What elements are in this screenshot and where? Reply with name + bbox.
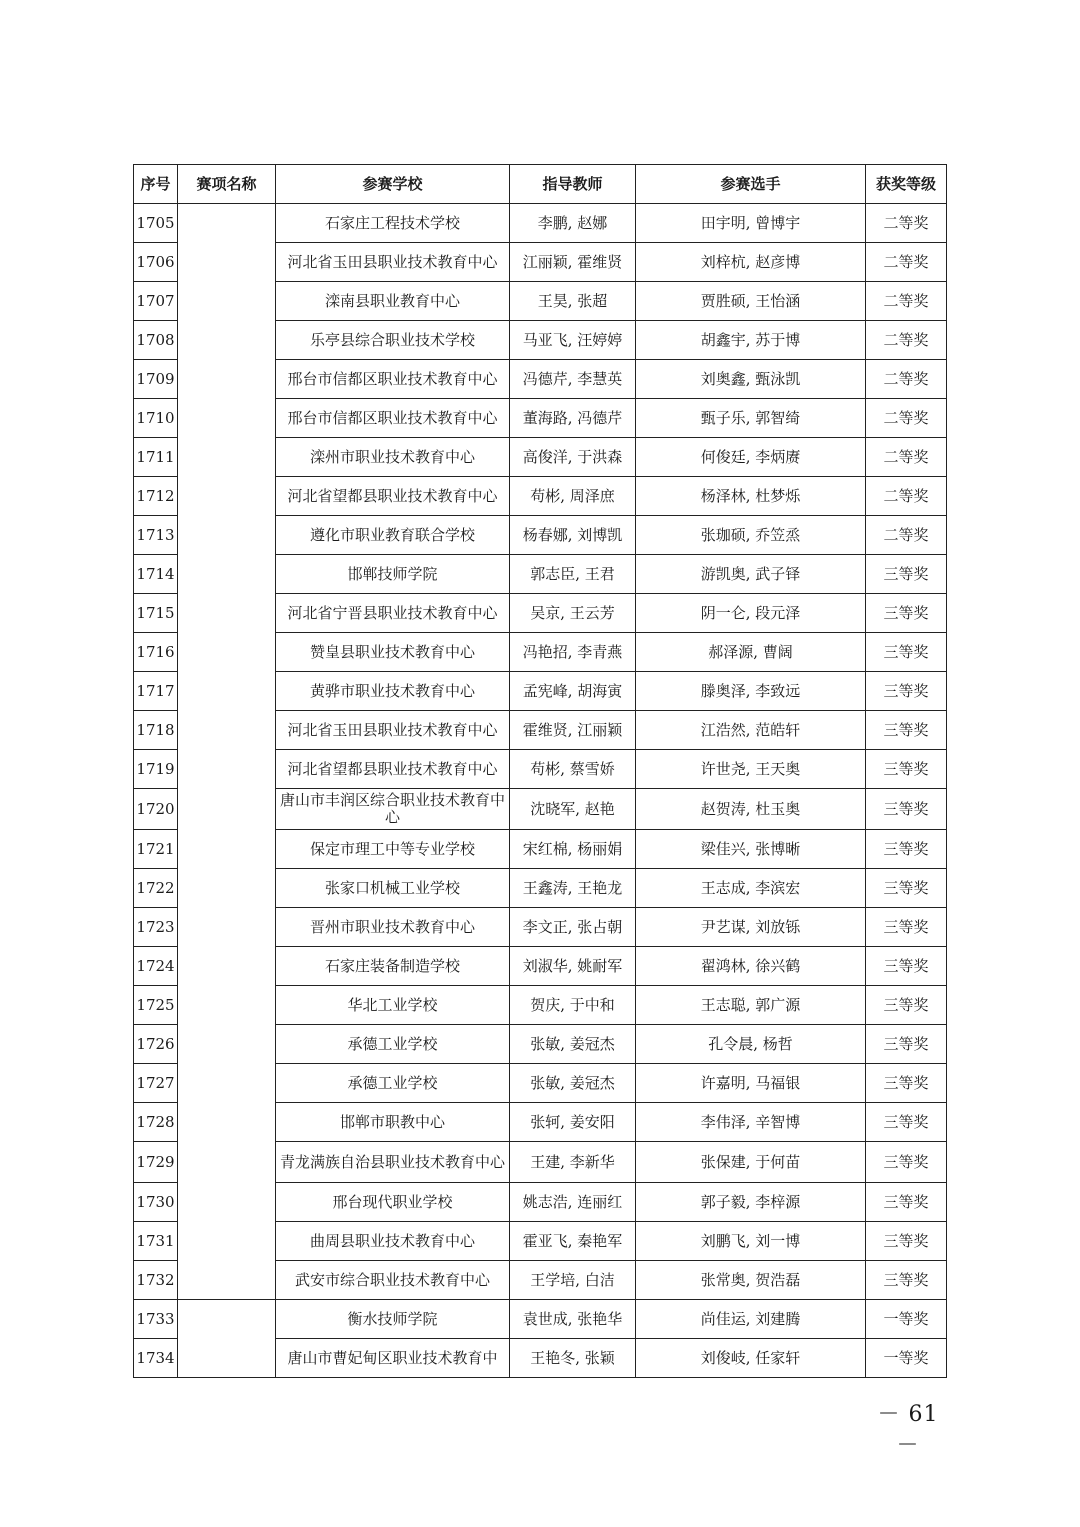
- cell-players: 尚佳运, 刘建腾: [636, 1300, 866, 1339]
- cell-teachers: 张轲, 姜安阳: [510, 1103, 636, 1142]
- cell-award: 三等奖: [866, 594, 947, 633]
- cell-players: 孔令晨, 杨哲: [636, 1025, 866, 1064]
- cell-players: 翟鸿林, 徐兴鹤: [636, 947, 866, 986]
- cell-seq: 1732: [134, 1261, 178, 1300]
- cell-seq: 1725: [134, 986, 178, 1025]
- cell-school: 邯郸技师学院: [276, 555, 510, 594]
- cell-teachers: 宋红棉, 杨丽娟: [510, 830, 636, 869]
- cell-school: 武安市综合职业技术教育中心: [276, 1261, 510, 1300]
- cell-teachers: 江丽颖, 霍维贤: [510, 243, 636, 282]
- cell-school: 河北省宁晋县职业技术教育中心: [276, 594, 510, 633]
- cell-players: 张珈硕, 乔笠烝: [636, 516, 866, 555]
- cell-teachers: 张敏, 姜冠杰: [510, 1064, 636, 1103]
- page-number: － 61 －: [877, 1402, 939, 1458]
- cell-award: 三等奖: [866, 1103, 947, 1142]
- cell-school: 青龙满族自治县职业技术教育中心: [276, 1142, 510, 1183]
- cell-seq: 1721: [134, 830, 178, 869]
- cell-school: 承德工业学校: [276, 1064, 510, 1103]
- cell-school: 唐山市丰润区综合职业技术教育中心: [276, 789, 510, 830]
- cell-school: 保定市理工中等专业学校: [276, 830, 510, 869]
- cell-school: 唐山市曹妃甸区职业技术教育中: [276, 1339, 510, 1378]
- table-row: [134, 1300, 947, 1339]
- cell-school: 承德工业学校: [276, 1025, 510, 1064]
- cell-award: 二等奖: [866, 438, 947, 477]
- cell-seq: 1714: [134, 555, 178, 594]
- cell-seq: 1734: [134, 1339, 178, 1378]
- cell-seq: 1707: [134, 282, 178, 321]
- cell-players: 郭子毅, 李梓源: [636, 1183, 866, 1222]
- cell-seq: 1708: [134, 321, 178, 360]
- cell-players: 杨泽林, 杜梦烁: [636, 477, 866, 516]
- cell-school: 晋州市职业技术教育中心: [276, 908, 510, 947]
- cell-players: 刘鹏飞, 刘一博: [636, 1222, 866, 1261]
- cell-school: 邢台市信都区职业技术教育中心: [276, 399, 510, 438]
- cell-school: 衡水技师学院: [276, 1300, 510, 1339]
- cell-players: 张常奥, 贺浩磊: [636, 1261, 866, 1300]
- cell-award: 三等奖: [866, 947, 947, 986]
- cell-players: 王志成, 李滨宏: [636, 869, 866, 908]
- cell-players: 胡鑫宇, 苏于博: [636, 321, 866, 360]
- cell-award: 一等奖: [866, 1339, 947, 1378]
- header-teachers: 指导教师: [510, 165, 636, 204]
- cell-players: 许嘉明, 马福银: [636, 1064, 866, 1103]
- header-seq: 序号: [134, 165, 178, 204]
- cell-school: 河北省望都县职业技术教育中心: [276, 750, 510, 789]
- cell-teachers: 王学培, 白洁: [510, 1261, 636, 1300]
- cell-award: 三等奖: [866, 908, 947, 947]
- cell-school: 邢台市信都区职业技术教育中心: [276, 360, 510, 399]
- cell-teachers: 冯艳招, 李青燕: [510, 633, 636, 672]
- cell-school: 河北省玉田县职业技术教育中心: [276, 243, 510, 282]
- cell-teachers: 王建, 李新华: [510, 1142, 636, 1183]
- cell-teachers: 袁世成, 张艳华: [510, 1300, 636, 1339]
- cell-teachers: 郭志臣, 王君: [510, 555, 636, 594]
- cell-players: 贾胜硕, 王怡涵: [636, 282, 866, 321]
- cell-teachers: 李鹏, 赵娜: [510, 204, 636, 243]
- cell-seq: 1705: [134, 204, 178, 243]
- cell-seq: 1717: [134, 672, 178, 711]
- cell-award: 二等奖: [866, 399, 947, 438]
- cell-school: 乐亭县综合职业技术学校: [276, 321, 510, 360]
- cell-school: 河北省玉田县职业技术教育中心: [276, 711, 510, 750]
- cell-teachers: 苟彬, 蔡雪娇: [510, 750, 636, 789]
- cell-award: 三等奖: [866, 830, 947, 869]
- cell-award: 二等奖: [866, 516, 947, 555]
- cell-seq: 1723: [134, 908, 178, 947]
- cell-seq: 1726: [134, 1025, 178, 1064]
- header-players: 参赛选手: [636, 165, 866, 204]
- cell-school: 赞皇县职业技术教育中心: [276, 633, 510, 672]
- cell-seq: 1719: [134, 750, 178, 789]
- cell-award: 三等奖: [866, 555, 947, 594]
- table-row: [134, 204, 947, 243]
- cell-players: 游凯奥, 武子铎: [636, 555, 866, 594]
- cell-players: 甄子乐, 郭智绮: [636, 399, 866, 438]
- cell-award: 三等奖: [866, 711, 947, 750]
- cell-players: 江浩然, 范皓轩: [636, 711, 866, 750]
- cell-award: 二等奖: [866, 477, 947, 516]
- cell-award: 三等奖: [866, 1064, 947, 1103]
- cell-seq: 1715: [134, 594, 178, 633]
- cell-seq: 1728: [134, 1103, 178, 1142]
- cell-teachers: 王昊, 张超: [510, 282, 636, 321]
- awards-table: [133, 164, 947, 1378]
- cell-award: 三等奖: [866, 1222, 947, 1261]
- cell-teachers: 马亚飞, 汪婷婷: [510, 321, 636, 360]
- cell-school: 石家庄装备制造学校: [276, 947, 510, 986]
- cell-teachers: 贺庆, 于中和: [510, 986, 636, 1025]
- header-event: 赛项名称: [178, 165, 276, 204]
- header-school: 参赛学校: [276, 165, 510, 204]
- cell-award: 三等奖: [866, 986, 947, 1025]
- cell-players: 张保建, 于何苗: [636, 1142, 866, 1183]
- cell-award: 一等奖: [866, 1300, 947, 1339]
- cell-teachers: 杨春娜, 刘博凯: [510, 516, 636, 555]
- cell-seq: 1713: [134, 516, 178, 555]
- cell-players: 尹艺谋, 刘放铄: [636, 908, 866, 947]
- cell-school: 华北工业学校: [276, 986, 510, 1025]
- cell-teachers: 刘淑华, 姚耐军: [510, 947, 636, 986]
- cell-award: 三等奖: [866, 1142, 947, 1183]
- cell-school: 石家庄工程技术学校: [276, 204, 510, 243]
- cell-teachers: 张敏, 姜冠杰: [510, 1025, 636, 1064]
- cell-school: 黄骅市职业技术教育中心: [276, 672, 510, 711]
- cell-players: 刘梓杭, 赵彦博: [636, 243, 866, 282]
- cell-event: [178, 1300, 276, 1378]
- cell-teachers: 苟彬, 周泽庶: [510, 477, 636, 516]
- cell-award: 二等奖: [866, 321, 947, 360]
- cell-award: 三等奖: [866, 869, 947, 908]
- cell-award: 二等奖: [866, 243, 947, 282]
- cell-seq: 1730: [134, 1183, 178, 1222]
- cell-seq: 1716: [134, 633, 178, 672]
- cell-seq: 1731: [134, 1222, 178, 1261]
- table-body: [134, 204, 947, 1378]
- cell-school: 曲周县职业技术教育中心: [276, 1222, 510, 1261]
- cell-award: 二等奖: [866, 282, 947, 321]
- cell-players: 李伟泽, 辛智博: [636, 1103, 866, 1142]
- cell-seq: 1722: [134, 869, 178, 908]
- cell-seq: 1710: [134, 399, 178, 438]
- cell-school: 张家口机械工业学校: [276, 869, 510, 908]
- cell-seq: 1733: [134, 1300, 178, 1339]
- cell-award: 三等奖: [866, 1183, 947, 1222]
- cell-award: 二等奖: [866, 360, 947, 399]
- cell-players: 滕奥泽, 李致远: [636, 672, 866, 711]
- cell-seq: 1724: [134, 947, 178, 986]
- cell-award: 三等奖: [866, 633, 947, 672]
- cell-players: 许世尧, 王天奥: [636, 750, 866, 789]
- cell-players: 梁佳兴, 张博晰: [636, 830, 866, 869]
- cell-seq: 1729: [134, 1142, 178, 1183]
- cell-award: 二等奖: [866, 204, 947, 243]
- cell-seq: 1711: [134, 438, 178, 477]
- cell-players: 刘奥鑫, 甄泳凯: [636, 360, 866, 399]
- cell-seq: 1718: [134, 711, 178, 750]
- cell-teachers: 高俊洋, 于洪森: [510, 438, 636, 477]
- cell-players: 郝泽源, 曹阔: [636, 633, 866, 672]
- cell-teachers: 霍亚飞, 秦艳军: [510, 1222, 636, 1261]
- cell-players: 王志聪, 郭广源: [636, 986, 866, 1025]
- cell-teachers: 吴京, 王云芳: [510, 594, 636, 633]
- cell-seq: 1720: [134, 789, 178, 830]
- cell-teachers: 李文正, 张占朝: [510, 908, 636, 947]
- cell-award: 三等奖: [866, 1025, 947, 1064]
- cell-seq: 1709: [134, 360, 178, 399]
- table-header-row: [134, 165, 947, 204]
- cell-teachers: 孟宪峰, 胡海寅: [510, 672, 636, 711]
- cell-players: 刘俊岐, 任家轩: [636, 1339, 866, 1378]
- cell-seq: 1712: [134, 477, 178, 516]
- cell-seq: 1727: [134, 1064, 178, 1103]
- cell-players: 阴一仑, 段元泽: [636, 594, 866, 633]
- cell-players: 赵贺涛, 杜玉奥: [636, 789, 866, 830]
- cell-school: 滦南县职业教育中心: [276, 282, 510, 321]
- cell-players: 何俊廷, 李炳赓: [636, 438, 866, 477]
- cell-teachers: 王鑫涛, 王艳龙: [510, 869, 636, 908]
- cell-school: 滦州市职业技术教育中心: [276, 438, 510, 477]
- cell-event: [178, 204, 276, 1300]
- cell-teachers: 冯德芹, 李慧英: [510, 360, 636, 399]
- cell-award: 三等奖: [866, 789, 947, 830]
- cell-players: 田宇明, 曾博宇: [636, 204, 866, 243]
- cell-award: 三等奖: [866, 1261, 947, 1300]
- cell-school: 遵化市职业教育联合学校: [276, 516, 510, 555]
- cell-school: 河北省望都县职业技术教育中心: [276, 477, 510, 516]
- cell-award: 三等奖: [866, 672, 947, 711]
- cell-teachers: 董海路, 冯德芹: [510, 399, 636, 438]
- cell-teachers: 霍维贤, 江丽颖: [510, 711, 636, 750]
- cell-teachers: 王艳冬, 张颖: [510, 1339, 636, 1378]
- cell-teachers: 沈晓军, 赵艳: [510, 789, 636, 830]
- header-award: 获奖等级: [866, 165, 947, 204]
- cell-school: 邯郸市职教中心: [276, 1103, 510, 1142]
- cell-seq: 1706: [134, 243, 178, 282]
- cell-teachers: 姚志浩, 连丽红: [510, 1183, 636, 1222]
- cell-school: 邢台现代职业学校: [276, 1183, 510, 1222]
- cell-award: 三等奖: [866, 750, 947, 789]
